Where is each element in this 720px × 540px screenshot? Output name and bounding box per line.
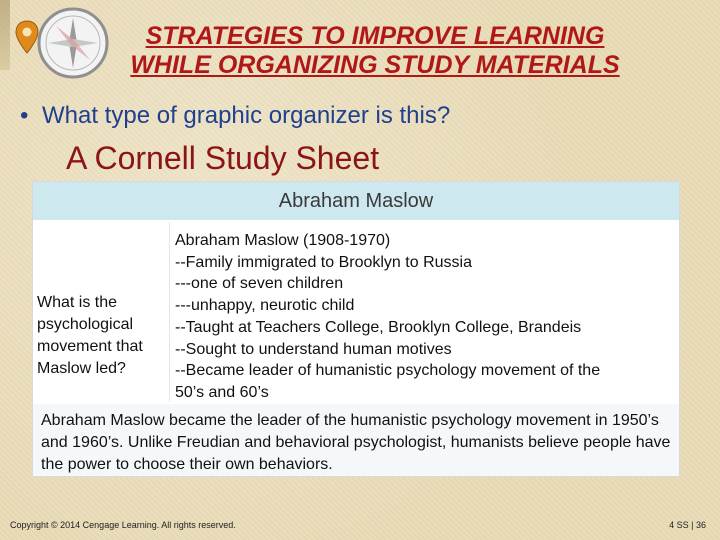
cue-line: Maslow led? [37, 360, 126, 377]
note-line: --Became leader of humanistic psychology movement of the [175, 362, 601, 380]
bullet-dot: • [20, 102, 29, 129]
copyright-notice: Copyright © 2014 Cengage Learning. All rights reserved. [10, 520, 236, 530]
decorative-strip [0, 0, 10, 70]
column-divider [169, 222, 170, 402]
summary-section [33, 404, 679, 476]
note-line: ---one of seven children [175, 275, 344, 293]
cue-column [37, 292, 167, 380]
note-line: 50’s and 60’s [175, 383, 269, 401]
summary-text: Abraham Maslow became the leader of the humanistic psychology movement in 1950’s and 1960’s. Unlike Freudian and behavioral psychologist, humanists believe people have the power to choose their own behaviors. [41, 412, 671, 473]
cue-line: movement that [37, 338, 143, 355]
bullet-text: What type of graphic organizer is this? [42, 102, 451, 129]
note-line: --Family immigrated to Brooklyn to Russia [175, 253, 472, 271]
slide-reference: 4 SS | 36 [669, 520, 706, 530]
cue-line: psychological [37, 316, 134, 333]
note-line: Abraham Maslow (1908-1970) [175, 232, 391, 249]
cue-line: What is the [37, 294, 118, 311]
title-line-2: WHILE ORGANIZING STUDY MATERIALS [130, 51, 620, 79]
slide-title [80, 22, 670, 80]
note-line: ---unhappy, neurotic child [175, 297, 355, 315]
bullet-question [20, 102, 450, 130]
note-line: --Sought to understand human motives [175, 340, 452, 358]
note-line: --Taught at Teachers College, Brooklyn College, Brandeis [175, 318, 582, 336]
title-line-1: STRATEGIES TO IMPROVE LEARNING [145, 22, 605, 50]
cornell-study-sheet [33, 182, 679, 476]
subheading: A Cornell Study Sheet [66, 140, 380, 176]
sheet-header: Abraham Maslow [33, 182, 679, 220]
notes-column [175, 230, 675, 404]
